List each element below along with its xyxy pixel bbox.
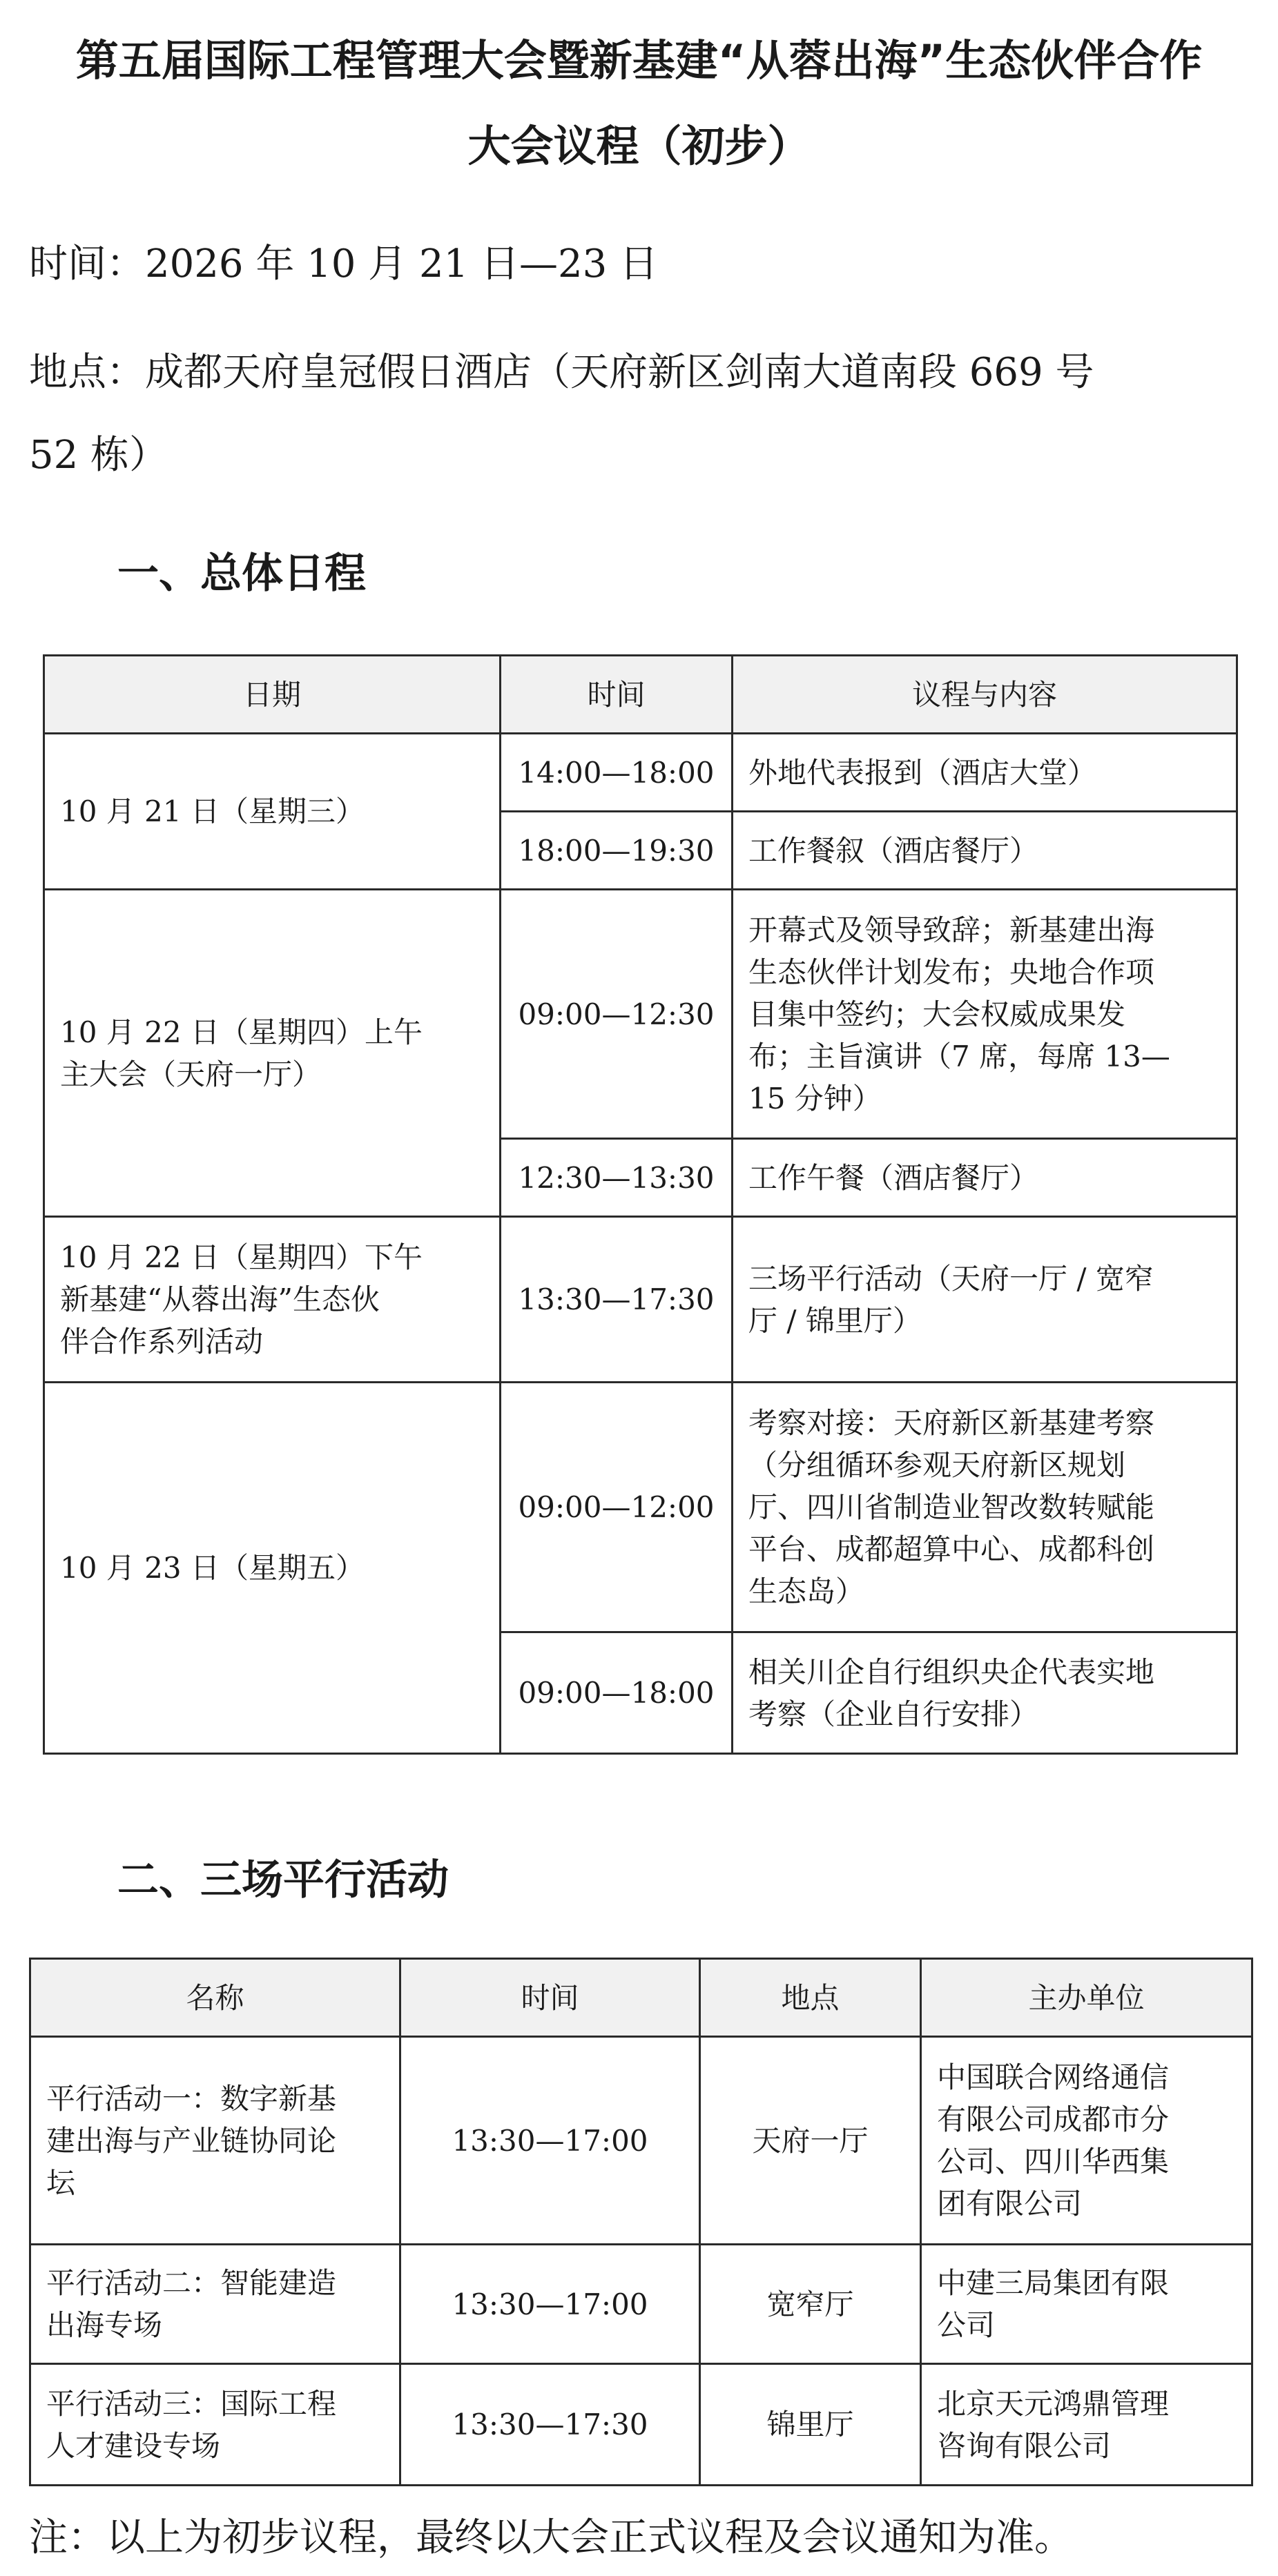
table-row [30, 2037, 1252, 2245]
schedule-time-cell: 09:00—12:30 [501, 890, 733, 1139]
content-line: 相关川企自行组织央企代表实地 [748, 1655, 1155, 1689]
schedule-time-cell: 12:30—13:30 [501, 1139, 733, 1217]
event-name-cell [30, 2364, 400, 2486]
schedule-time-cell: 14:00—18:00 [501, 734, 733, 812]
schedule-content-cell [733, 890, 1237, 1139]
schedule-date-cell: 10 月 23 日（星期五） [44, 1383, 501, 1754]
section1-heading: 一、总体日程 [117, 549, 366, 598]
content-line: 生态岛） [748, 1574, 865, 1608]
content-line: 平台、成都超算中心、成都科创 [748, 1532, 1155, 1566]
event-name-line: 平行活动二：智能建造 [46, 2266, 337, 2300]
footnote: 注：以上为初步议程，最终以大会正式议程及会议通知为准。 [29, 2515, 1073, 2560]
date-line: 10 月 22 日（星期四）下午 [60, 1240, 423, 1274]
date-line: 10 月 22 日（星期四）上午 [60, 1015, 423, 1049]
schedule-table [43, 654, 1238, 1755]
document-title-line2: 大会议程（初步） [467, 121, 811, 171]
event-name-cell [30, 2037, 400, 2245]
events-header-time: 时间 [400, 1959, 700, 2037]
schedule-date-cell [44, 890, 501, 1217]
host-line: 公司、四川华西集 [937, 2145, 1170, 2178]
schedule-date-cell [44, 1217, 501, 1383]
content-line: 生态伙伴计划发布；央地合作项 [748, 955, 1155, 989]
host-line: 公司 [937, 2308, 996, 2342]
content-line: （分组循环参观天府新区规划 [748, 1448, 1126, 1482]
parallel-events-table [29, 1958, 1253, 2486]
table-row [44, 734, 1237, 812]
schedule-header-date: 日期 [44, 656, 501, 734]
event-name-line: 坛 [46, 2165, 76, 2200]
event-time: 时间：2026 年 10 月 21 日—23 日 [29, 242, 659, 286]
event-name-line: 平行活动一：数字新基 [46, 2081, 337, 2116]
event-time-cell: 13:30—17:00 [400, 2245, 700, 2364]
event-place-line2: 52 栋） [29, 433, 168, 478]
event-name-cell [30, 2245, 400, 2364]
event-host-cell [921, 2037, 1252, 2245]
schedule-date-cell: 10 月 21 日（星期三） [44, 734, 501, 890]
document-title-line1: 第五届国际工程管理大会暨新基建“从蓉出海”生态伙伴合作 [75, 35, 1203, 86]
content-line: 厅、四川省制造业智改数转赋能 [748, 1490, 1155, 1524]
schedule-time-cell: 18:00—19:30 [501, 812, 733, 890]
date-line: 伴合作系列活动 [60, 1325, 264, 1358]
table-row [44, 1217, 1237, 1383]
schedule-header-content: 议程与内容 [733, 656, 1237, 734]
event-name-line: 人才建设专场 [46, 2428, 221, 2463]
date-line: 主大会（天府一厅） [60, 1057, 322, 1091]
event-place-cell: 宽窄厅 [700, 2245, 921, 2364]
event-name-line: 建出海与产业链协同论 [46, 2123, 337, 2158]
content-line: 开幕式及领导致辞；新基建出海 [748, 913, 1155, 947]
events-header-host: 主办单位 [921, 1959, 1252, 2037]
schedule-content-cell [733, 1632, 1237, 1754]
schedule-content-cell [733, 1217, 1237, 1383]
content-line: 厅 / 锦里厅） [748, 1303, 922, 1338]
schedule-time-cell: 13:30—17:30 [501, 1217, 733, 1383]
host-line: 有限公司成都市分 [937, 2102, 1170, 2136]
event-place-line1: 地点：成都天府皇冠假日酒店（天府新区剑南大道南段 669 号 [29, 350, 1094, 395]
content-line: 考察对接：天府新区新基建考察 [748, 1406, 1155, 1440]
schedule-time-cell: 09:00—18:00 [501, 1632, 733, 1754]
content-line: 布；主旨演讲（7 席，每席 13— [748, 1039, 1170, 1073]
host-line: 北京天元鸿鼎管理 [937, 2386, 1170, 2421]
event-place-cell: 锦里厅 [700, 2364, 921, 2486]
schedule-header-time: 时间 [501, 656, 733, 734]
table-row [30, 2364, 1252, 2486]
schedule-content-cell: 工作餐叙（酒店餐厅） [733, 812, 1237, 890]
table-row [30, 2245, 1252, 2364]
event-name-line: 平行活动三：国际工程 [46, 2386, 337, 2421]
host-line: 中建三局集团有限 [937, 2266, 1170, 2300]
section2-heading: 二、三场平行活动 [117, 1856, 449, 1904]
event-place-cell: 天府一厅 [700, 2037, 921, 2245]
content-line: 目集中签约；大会权威成果发 [748, 997, 1126, 1031]
content-line: 三场平行活动（天府一厅 / 宽窄 [748, 1261, 1154, 1296]
events-header-name: 名称 [30, 1959, 400, 2037]
event-time-cell: 13:30—17:30 [400, 2364, 700, 2486]
table-row [44, 890, 1237, 1139]
event-time-cell: 13:30—17:00 [400, 2037, 700, 2245]
table-row [44, 1383, 1237, 1632]
content-line: 考察（企业自行安排） [748, 1697, 1039, 1731]
schedule-time-cell: 09:00—12:00 [501, 1383, 733, 1632]
content-line: 15 分钟） [748, 1081, 882, 1115]
host-line: 团有限公司 [937, 2187, 1083, 2221]
schedule-content-cell [733, 1383, 1237, 1632]
host-line: 咨询有限公司 [937, 2428, 1112, 2463]
event-host-cell [921, 2364, 1252, 2486]
date-line: 新基建“从蓉出海”生态伙 [60, 1282, 380, 1316]
host-line: 中国联合网络通信 [937, 2060, 1170, 2094]
events-header-place: 地点 [700, 1959, 921, 2037]
event-name-line: 出海专场 [46, 2308, 163, 2342]
schedule-content-cell: 工作午餐（酒店餐厅） [733, 1139, 1237, 1217]
schedule-content-cell: 外地代表报到（酒店大堂） [733, 734, 1237, 812]
event-host-cell [921, 2245, 1252, 2364]
